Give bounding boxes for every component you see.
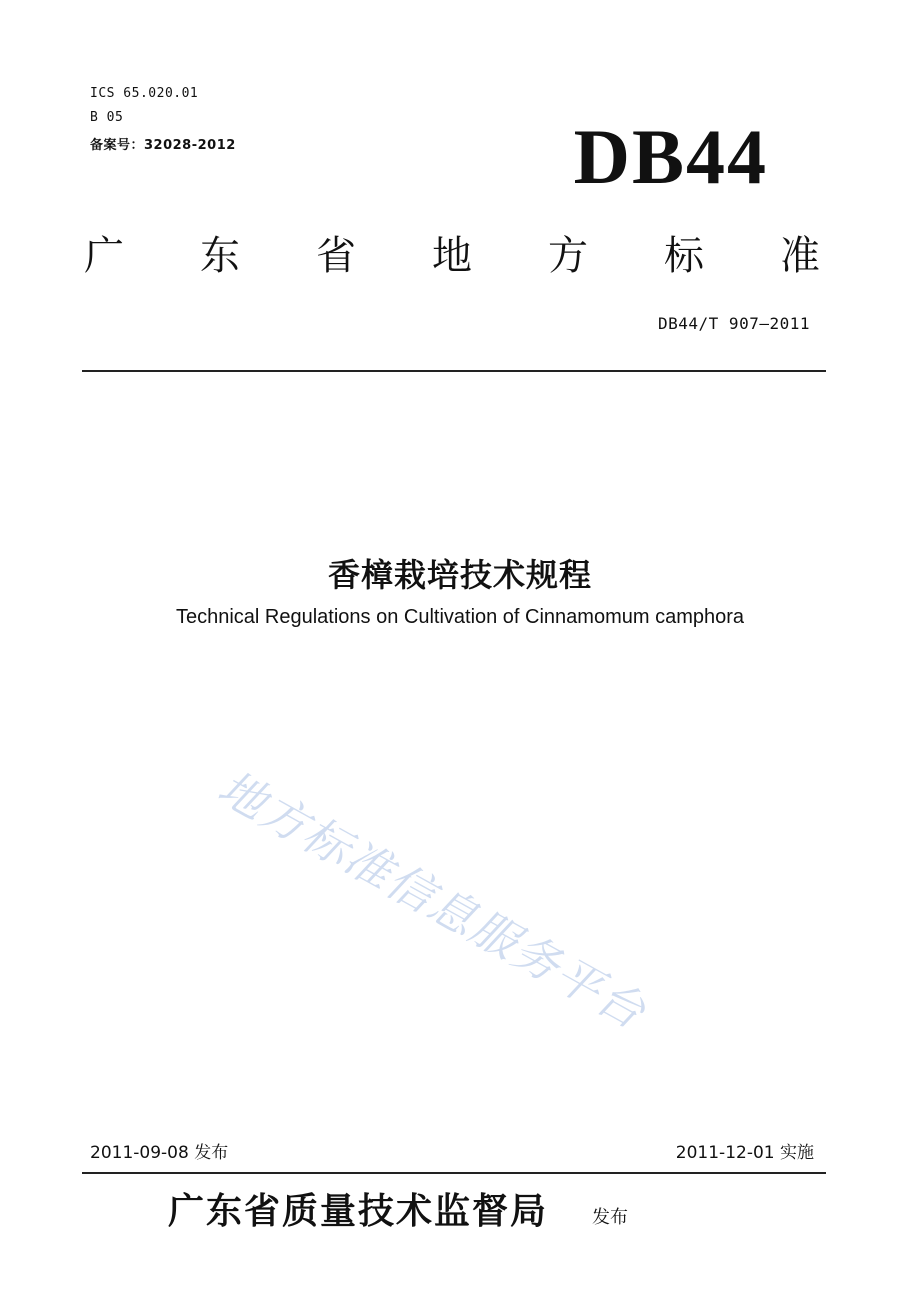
standard-type-char: 准 xyxy=(780,233,820,279)
standard-number: DB44/T 907—2011 xyxy=(658,314,810,333)
standard-type-title xyxy=(82,224,822,281)
standard-type-char: 省 xyxy=(316,233,356,279)
standard-type-char: 地 xyxy=(432,233,472,279)
ics-code: ICS 65.020.01 xyxy=(90,86,199,101)
issuer-block xyxy=(168,1183,628,1234)
header-divider xyxy=(82,370,826,372)
watermark: 地方标准信息服务平台 xyxy=(209,759,656,1040)
standard-type-char: 标 xyxy=(664,233,704,279)
db-logo: DB44 xyxy=(573,113,768,200)
issue-date: 2011-09-08 发布 xyxy=(90,1143,229,1163)
classification-code: B 05 xyxy=(90,110,124,125)
document-title-en: Technical Regulations on Cultivation of Cinnamomum camphora xyxy=(175,606,745,628)
standard-type-char: 方 xyxy=(548,233,588,279)
issuer-suffix: 发布 xyxy=(592,1207,629,1228)
record-number: 备案号：32028-2012 xyxy=(90,138,236,153)
standard-type-char: 东 xyxy=(200,233,240,279)
issuer-name: 广东省质量技术监督局 xyxy=(168,1190,549,1232)
implementation-date: 2011-12-01 实施 xyxy=(675,1143,814,1163)
standard-type-char: 广 xyxy=(84,233,124,279)
document-title-cn: 香樟栽培技术规程 xyxy=(327,556,592,594)
footer-divider xyxy=(82,1172,826,1174)
